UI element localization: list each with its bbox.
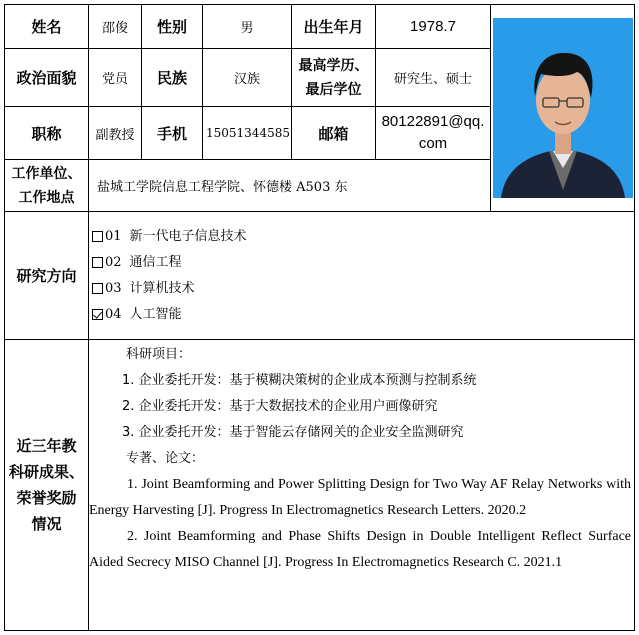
name-label: 姓名 [5,5,89,49]
research-direction-item [92,250,631,276]
direction-label: 通信工程 [129,254,182,270]
photo-cell [491,5,635,212]
phone-value: 15051344585 [203,107,292,160]
checkbox-04-checked[interactable] [92,309,103,320]
direction-code: 01 [105,228,122,244]
gender-value: 男 [203,5,292,49]
profile-form [4,4,635,631]
workplace-label [5,160,89,212]
birth-value: 1978.7 [376,5,491,49]
birth-label: 出生年月 [292,5,376,49]
checkbox-03[interactable] [92,283,103,294]
email-value-line2: com [418,135,448,152]
person-portrait-icon [493,18,633,198]
research-direction-item [92,224,631,250]
direction-label: 新一代电子信息技术 [129,228,247,244]
email-label: 邮箱 [292,107,376,160]
publication-item: 1. Joint Beamforming and Power Splitting Design for Two Way AF Relay Networks with Energy Harvesting [J]. Progress In Electromagnetics Research Letters. 2020.2 [89,477,631,518]
title-value: 副教授 [89,107,142,160]
publication-item: 2. Joint Beamforming and Phase Shifts Design in Double Intelligent Reflect Surface Aided Secrecy MISO Channel [J]. Progress In Electromagnetics Research C. 2021.1 [89,529,631,570]
ethnicity-value: 汉族 [203,49,292,107]
title-label: 职称 [5,107,89,160]
achievements-content [89,340,635,631]
checkbox-02[interactable] [92,257,103,268]
phone-label: 手机 [142,107,203,160]
achievements-label-line2: 科研成果、 [8,463,84,481]
education-label-line2: 最后学位 [305,81,362,98]
education-label [292,49,376,107]
checkbox-01[interactable] [92,231,103,242]
education-value: 研究生、硕士 [376,49,491,107]
email-value-line1: 80122891@qq. [381,113,485,130]
research-direction-item [92,302,631,328]
direction-code: 04 [105,306,122,322]
gender-label: 性别 [142,5,203,49]
direction-code: 03 [105,280,122,296]
achievements-label-line4: 情况 [31,515,62,533]
workplace-value: 盐城工学院信息工程学院、怀德楼 A503 东 [89,160,491,212]
achievements-label-line1: 近三年教 [16,437,77,455]
research-label: 研究方向 [5,212,89,340]
project-item: 1. 企业委托开发：基于模糊决策树的企业成本预测与控制系统 [122,373,477,388]
research-directions [89,212,635,340]
ethnicity-label: 民族 [142,49,203,107]
email-value [376,107,491,160]
research-direction-item [92,276,631,302]
project-item: 2. 企业委托开发：基于大数据技术的企业用户画像研究 [122,399,438,414]
political-label: 政治面貌 [5,49,89,107]
achievements-label-line3: 荣誉奖励 [16,489,77,507]
direction-label: 计算机技术 [129,280,195,296]
achievements-label [5,340,89,631]
political-value: 党员 [89,49,142,107]
workplace-label-line2: 工作地点 [18,189,75,206]
projects-heading: 科研项目： [126,347,192,362]
direction-code: 02 [105,254,122,270]
workplace-label-line1: 工作单位、 [11,165,82,182]
name-value: 邵俊 [89,5,142,49]
project-item: 3. 企业委托开发：基于智能云存储网关的企业安全监测研究 [122,425,464,440]
direction-label: 人工智能 [129,306,182,322]
education-label-line1: 最高学历、 [298,57,369,74]
publications-heading: 专著、论文： [126,451,205,466]
